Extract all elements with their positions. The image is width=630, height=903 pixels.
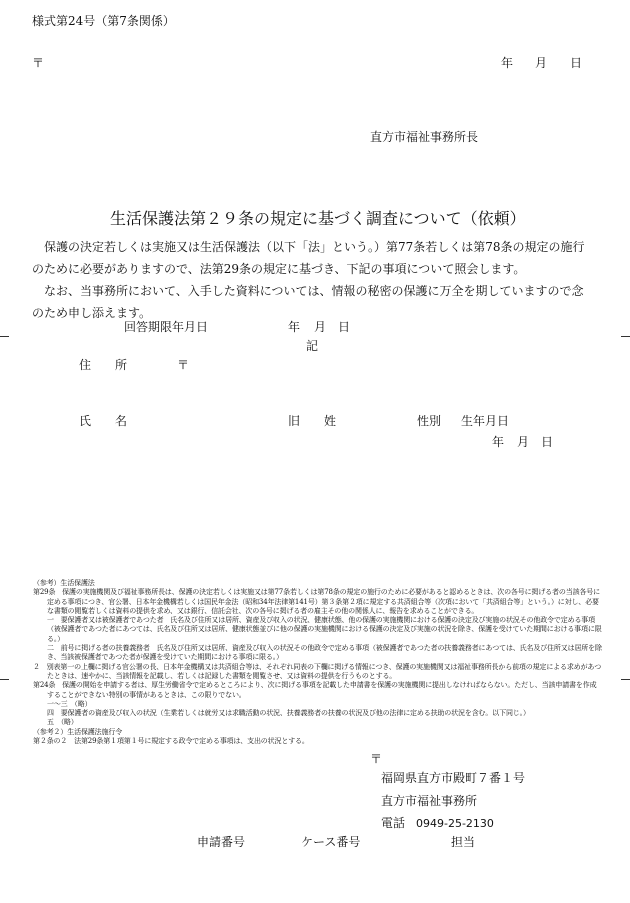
date-day-label: 日 xyxy=(570,56,583,70)
sender-name: 直方市福祉事務所長 xyxy=(370,130,479,144)
reference-article-24-items-1-3: 一～三 （略） xyxy=(47,699,92,708)
reference-article-24-item-5: 五 （略） xyxy=(47,718,78,727)
birth-day: 日 xyxy=(541,435,554,449)
office-postal-mark: 〒 xyxy=(370,752,383,766)
case-number-label: ケース番号 xyxy=(301,835,361,849)
birth-year: 年 xyxy=(492,435,505,449)
form-number: 様式第24号（第7条関係） xyxy=(32,14,175,28)
request-body xyxy=(32,236,587,324)
sex-label: 性別 xyxy=(417,414,442,428)
office-address: 福岡県直方市殿町７番１号 xyxy=(381,771,526,785)
deadline-month: 月 xyxy=(314,320,327,334)
body-paragraph-1: 保護の決定若しくは実施又は生活保護法（以下「法」という。）第77条若しくは第78条の規定の施行のために必要がありますので、法第29条の規定に基づき、下記の事項について照会します。 xyxy=(32,240,585,276)
reference-provisions xyxy=(33,579,603,746)
deadline-label: 回答期限年月日 xyxy=(124,320,209,334)
reference-article-2-2: 第２条の２ 法第29条第１項第１号に規定する政令で定める事項は、支出の状況とする。 xyxy=(33,737,309,746)
reference-heading-law: （参考）生活保護法 xyxy=(33,579,95,587)
address-postal-mark: 〒 xyxy=(177,358,190,372)
office-phone-number: 0949‐25‐2130 xyxy=(416,817,494,830)
left-fold-mark xyxy=(0,336,9,337)
body-paragraph-2: なお、当事務所において、入手した資料については、情報の秘密の保護に万全を期していますので念のため申し添えます。 xyxy=(32,284,584,320)
former-surname-label: 旧 姓 xyxy=(288,414,337,428)
right-fold-mark xyxy=(621,336,630,337)
reference-article-24: 第24条 保護の開始を申請する者は、厚生労働省令で定めるところにより、次に掲げる事項を記載した申請書を保護の実施機関に提出しなければならない。ただし、当該申請書を作成することができない特別の事情があるときは、この限りでない。 xyxy=(33,681,597,699)
reference-article-29-item-1: 一 要保護者又は被保護者であつた者 氏名及び住所又は居所、資産及び収入の状況、健康状態、他の保護の実施機関における保護の決定及び実施の状況その他政令で定める事項（被保護者であつた者にあつては、氏名及び住所又は居所、健康状態並びに他の保護の実施機関における保護の決定及び実施の状況を除き、保護を受けていた期間における事項に限る。） xyxy=(47,616,602,643)
birthdate-label: 生年月日 xyxy=(461,414,510,428)
left-punch-mark xyxy=(0,679,9,680)
date-month-label: 月 xyxy=(535,56,548,70)
reference-article-29-para-2: ２ 別表第一の上欄に掲げる官公署の長、日本年金機構又は共済組合等は、それぞれ同表の下欄に掲げる情報につき、保護の実施機関又は福祉事務所長から前項の規定による求めがあつたときは、速やかに、当該情報を記載し、若しくは記録した書類を閲覧させ、又は資料の提供を行うものとする。 xyxy=(33,662,602,680)
right-punch-mark xyxy=(621,679,630,680)
deadline-year: 年 xyxy=(288,320,301,334)
reference-heading-ordinance: （参考２）生活保護法施行令 xyxy=(33,727,123,736)
application-number-label: 申請番号 xyxy=(197,835,246,849)
birth-month: 月 xyxy=(517,435,530,449)
reference-article-29: 第29条 保護の実施機関及び福祉事務所長は、保護の決定若しくは実施又は第77条若しくは第78条の規定の施行のために必要があると認めるときは、次の各号に掲げる者の当該各号に定める事項につき、官公署、日本年金機構若しくは国民年金法（昭和34年法律第141号）第３条第２項に規定する共済組合等（次項において「共済組合等」という。）に対し、必要な書類の閲覧若しくは資料の提供を求め、又は銀行、信託会社、次の各号に掲げる者の雇主その他の関係人に、報告を求めることができる。 xyxy=(33,588,600,615)
reference-article-24-item-4: 四 要保護者の資産及び収入の状況（生業若しくは就労又は求職活動の状況、扶養義務者の扶養の状況及び他の法律に定める扶助の状況を含む。以下同じ。） xyxy=(47,709,530,718)
deadline-day: 日 xyxy=(338,320,351,334)
name-label: 氏 名 xyxy=(79,414,128,428)
office-name: 直方市福祉事務所 xyxy=(381,794,478,808)
document-title: 生活保護法第２９条の規定に基づく調査について（依頼） xyxy=(110,209,526,228)
address-label: 住 所 xyxy=(79,358,128,372)
date-year-label: 年 xyxy=(501,56,514,70)
ki-note-heading: 記 xyxy=(306,339,319,353)
office-phone-label: 電話 xyxy=(381,816,406,830)
staff-label: 担当 xyxy=(451,835,476,849)
reference-article-29-item-2: 二 前号に掲げる者の扶養義務者 氏名及び住所又は居所、資産及び収入の状況その他政令で定める事項（被保護者であつた者の扶養義務者にあつては、氏名及び住所又は居所を除き、当該被保護者であつた者が保護を受けていた期間における事項に限る。） xyxy=(47,644,602,662)
recipient-postal-mark: 〒 xyxy=(32,56,45,70)
